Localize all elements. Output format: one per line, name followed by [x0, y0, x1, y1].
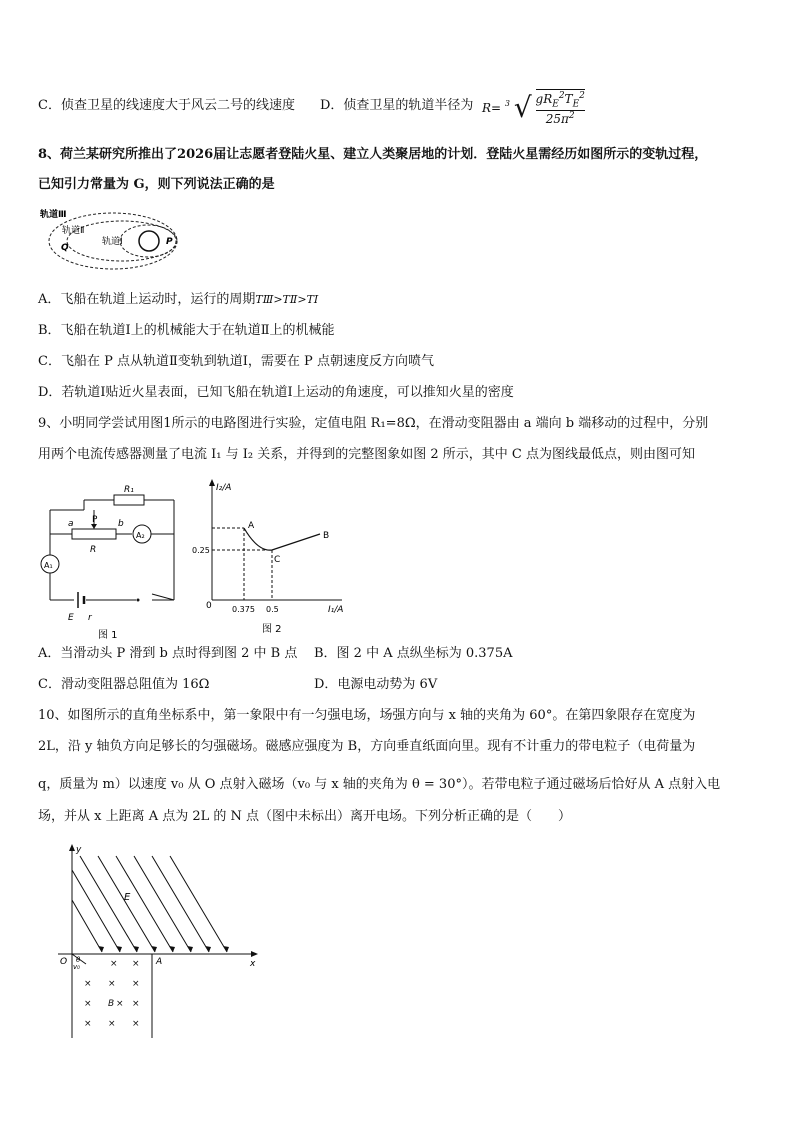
q8-option-a-text: A．飞船在轨道上运动时，运行的周期 — [38, 292, 256, 307]
x-axis-label: x — [250, 959, 256, 969]
magnetic-field-crosses — [84, 959, 140, 1029]
q9-stem-2: 用两个电流传感器测量了电流 I₁ 与 I₂ 关系，并得到的完整图象如图 2 所示，其中 C 点为图线最低点，则由图可知 — [38, 447, 695, 462]
q10-field-figure — [54, 842, 264, 1042]
q9-graph-figure — [192, 476, 352, 640]
rheostat-r — [72, 529, 116, 539]
point-b-label: B — [323, 531, 330, 541]
point-a-label: A — [248, 521, 255, 531]
point-c-label: C — [274, 555, 281, 565]
formula-num2: T — [564, 92, 573, 107]
a2-label: A₂ — [136, 531, 145, 540]
y-axis-label: y — [76, 845, 82, 855]
formula-num2-sup: 2 — [579, 91, 585, 102]
q8-option-a — [38, 291, 318, 309]
fig2-caption: 图 2 — [262, 624, 282, 635]
r-label: R — [90, 545, 97, 555]
emf-e-label: E — [68, 613, 74, 623]
q8-option-a-formula: TⅢ>TⅡ>TⅠ — [255, 293, 319, 306]
tick-x-0375: 0.375 — [232, 605, 255, 614]
point-p-label: P — [166, 237, 173, 247]
q10-stem-2: 2L，沿 y 轴负方向足够长的匀强磁场。磁感应强度为 B，方向垂直纸面向里。现有不计重力的带电粒子（电荷量为 — [38, 739, 696, 754]
r1-label: R₁ — [124, 485, 134, 495]
orbit-1-label: 轨道Ⅰ — [102, 237, 123, 247]
radical-sign: √ — [513, 91, 532, 124]
point-a-label: A — [156, 957, 163, 967]
slider-p-label: P — [92, 515, 98, 525]
formula-num2-sub: E — [572, 99, 580, 110]
formula-den-sup: 2 — [568, 110, 575, 121]
svg-text:×: × — [108, 979, 116, 989]
theta-label: θ — [76, 956, 81, 964]
q8-option-b: B．飞船在轨道Ⅰ上的机械能大于在轨道Ⅱ上的机械能 — [38, 323, 335, 338]
formula-lhs: R= — [482, 101, 502, 115]
q9-option-b: B．图 2 中 A 点纵坐标为 0.375A — [314, 646, 513, 661]
e-field-label: E — [124, 892, 131, 903]
v0-label: v₀ — [73, 963, 80, 971]
q10-stem-3: q，质量为 m）以速度 v₀ 从 O 点射入磁场（v₀ 与 x 轴的夹角为 θ = 30°）。若带电粒子通过磁场后恰好从 A 点射入电 — [38, 777, 721, 792]
q8-stem-1: 8、荷兰某研究所推出了2026届让志愿者登陆火星、建立人类聚居地的计划．登陆火星需经历如图所示的变轨过程， — [38, 147, 708, 162]
svg-text:×: × — [132, 979, 140, 989]
y-axis-label: I₂/A — [216, 483, 232, 493]
formula-num: gR — [535, 92, 553, 107]
q7-formula — [482, 86, 585, 127]
q10-stem-1: 10、如图所示的直角坐标系中，第一象限中有一匀强电场，场强方向与 x 轴的夹角为 60°。在第四象限存在宽度为 — [38, 708, 696, 723]
svg-text:B: B — [108, 999, 115, 1009]
internal-r-label: r — [88, 613, 92, 623]
a1-label: A₁ — [44, 561, 53, 570]
q9-stem-1: 9、小明同学尝试用图1所示的电路图进行实验，定值电阻 R₁=8Ω，在滑动变阻器由 a 端向 b 端移动的过程中，分别 — [38, 416, 709, 431]
x-axis-label: I₁/A — [328, 605, 344, 615]
curve-i2-vs-i1 — [244, 528, 320, 550]
svg-text:×: × — [132, 1019, 140, 1029]
svg-text:×: × — [108, 1019, 116, 1029]
tick-x-05: 0.5 — [266, 605, 279, 614]
q9-option-c: C．滑动变阻器总阻值为 16Ω — [38, 677, 210, 692]
svg-text:×: × — [84, 979, 92, 989]
q8-option-c: C．飞船在 P 点从轨道Ⅱ变轨到轨道Ⅰ，需要在 P 点朝速度反方向喷气 — [38, 354, 434, 369]
q8-orbit-figure — [38, 205, 188, 275]
formula-root-index: 3 — [504, 99, 511, 108]
svg-text:×: × — [84, 1019, 92, 1029]
q9-option-a: A．当滑动头 P 滑到 b 点时得到图 2 中 B 点 — [38, 646, 298, 661]
mars-planet — [139, 231, 159, 251]
origin-label: O — [60, 957, 68, 967]
orbit-3-label: 轨道Ⅲ — [40, 210, 67, 220]
q9-option-d: D．电源电动势为 6V — [314, 677, 438, 692]
formula-fraction — [536, 89, 585, 125]
origin-label: 0 — [206, 601, 212, 611]
formula-num-sup: 2 — [558, 91, 565, 102]
end-a-label: a — [68, 519, 74, 529]
formula-den: 25π — [545, 111, 569, 126]
electric-field-lines — [72, 856, 227, 952]
resistor-r1 — [114, 495, 144, 505]
svg-text:×: × — [116, 999, 124, 1009]
tick-y-025: 0.25 — [192, 546, 210, 555]
q8-stem-2: 已知引力常量为 G，则下列说法正确的是 — [38, 177, 275, 192]
q9-circuit-figure — [36, 480, 186, 640]
point-q-label: Q — [61, 243, 69, 253]
end-b-label: b — [118, 519, 124, 529]
svg-text:×: × — [132, 999, 140, 1009]
q10-stem-4: 场，并从 x 上距离 A 点为 2L 的 N 点（图中未标出）离开电场。下列分析正确的是（ ） — [38, 809, 572, 824]
orbit-2-label: 轨道Ⅱ — [62, 226, 85, 236]
q8-option-d: D．若轨道Ⅰ贴近火星表面，已知飞船在轨道Ⅰ上运动的角速度，可以推知火星的密度 — [38, 385, 514, 400]
svg-text:×: × — [110, 959, 118, 969]
q7-option-d: D．侦查卫星的轨道半径为 — [320, 98, 474, 113]
fig1-caption: 图 1 — [98, 630, 118, 640]
svg-text:×: × — [84, 999, 92, 1009]
svg-text:×: × — [132, 959, 140, 969]
formula-num-sub: E — [552, 99, 559, 110]
q7-option-c: C．侦查卫星的线速度大于风云二号的线速度 — [38, 98, 295, 113]
